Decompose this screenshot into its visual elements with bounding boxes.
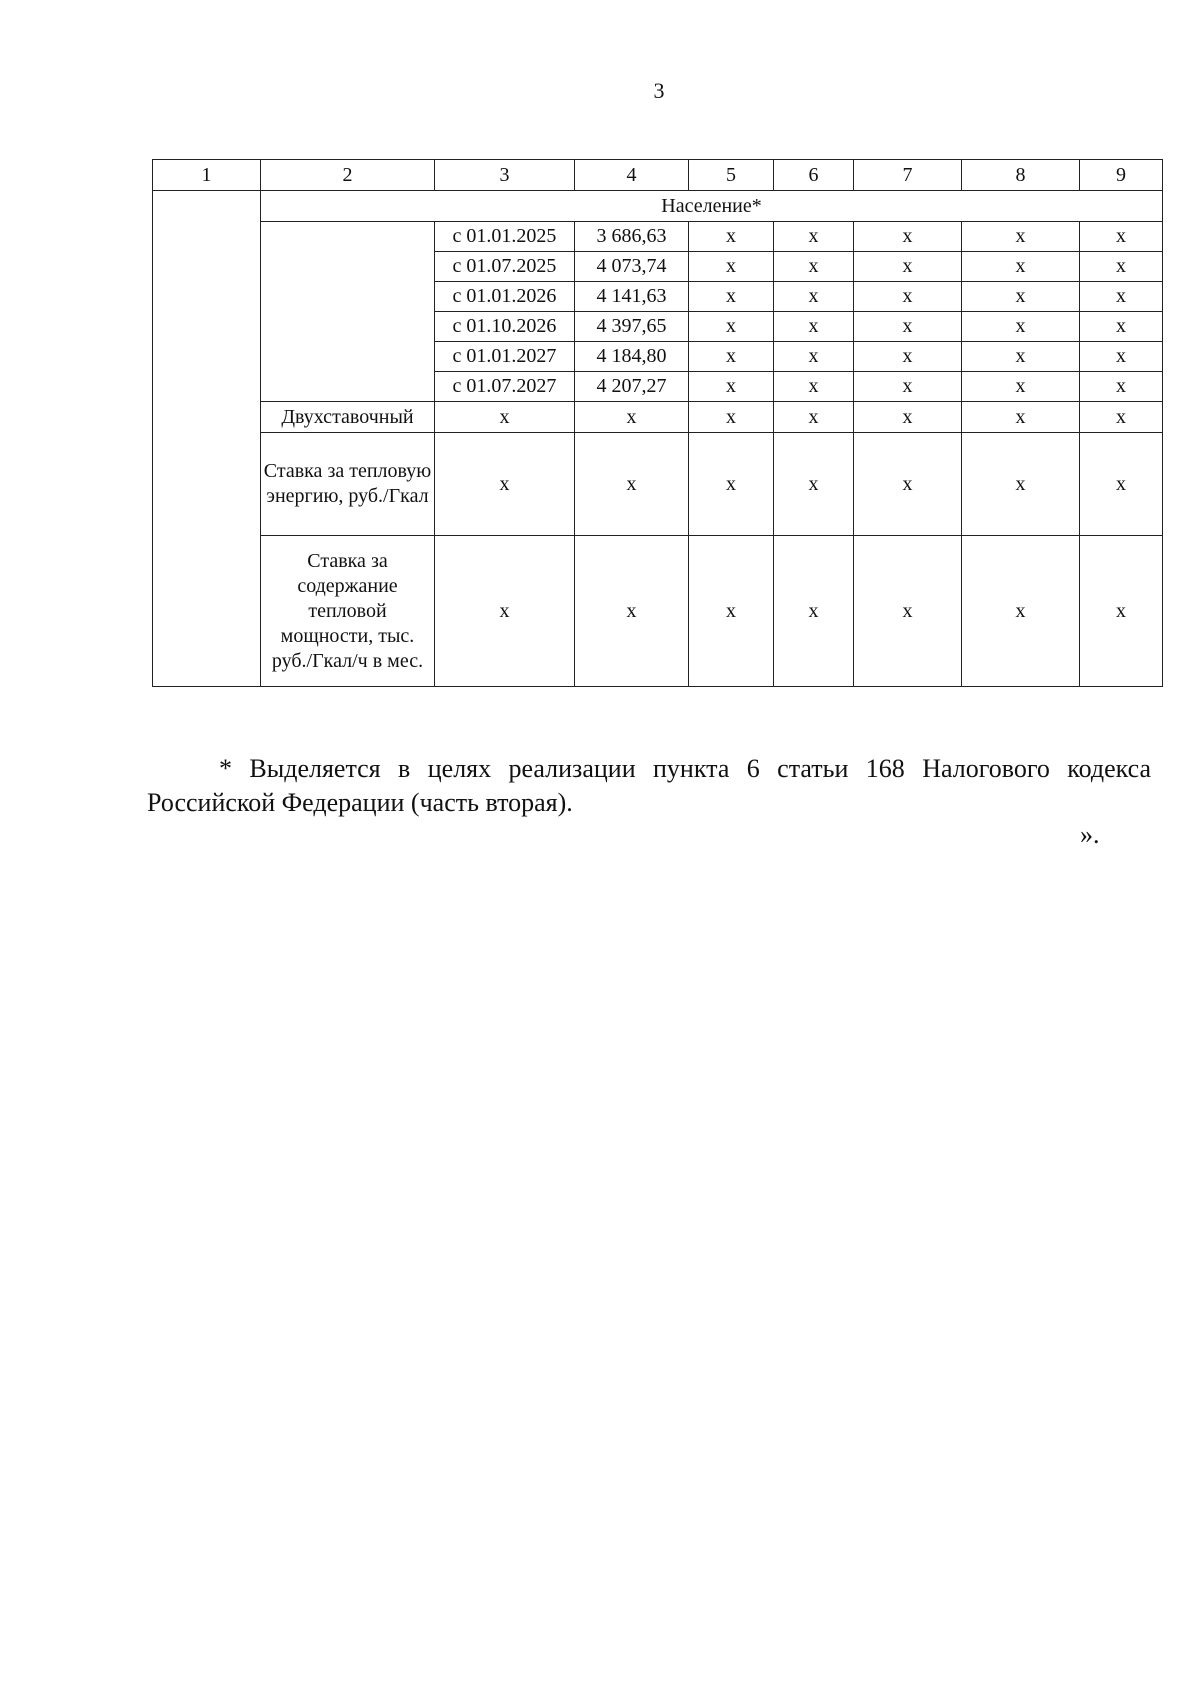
- tariff-value-cell: 4 073,74: [575, 252, 689, 282]
- tariff-value-cell: 4 207,27: [575, 372, 689, 402]
- date-cell: с 01.10.2026: [435, 312, 575, 342]
- x-cell: x: [962, 402, 1080, 433]
- tariff-value-cell: 4 141,63: [575, 282, 689, 312]
- two-part-tariff-row: [153, 402, 1163, 433]
- x-cell: x: [774, 433, 854, 536]
- x-cell: x: [962, 433, 1080, 536]
- x-cell: x: [854, 433, 962, 536]
- x-cell: x: [435, 536, 575, 687]
- population-group-label: Население*: [261, 191, 1163, 222]
- tariff-value-cell: 3 686,63: [575, 222, 689, 252]
- x-cell: x: [774, 402, 854, 433]
- x-cell: x: [689, 222, 774, 252]
- date-cell: с 01.01.2026: [435, 282, 575, 312]
- footnote: [147, 752, 1151, 820]
- table-header-row: [153, 160, 1163, 191]
- x-cell: x: [962, 252, 1080, 282]
- x-cell: x: [962, 372, 1080, 402]
- x-cell: x: [854, 282, 962, 312]
- date-cell: с 01.01.2025: [435, 222, 575, 252]
- date-cell: с 01.07.2027: [435, 372, 575, 402]
- x-cell: x: [689, 402, 774, 433]
- x-cell: x: [962, 222, 1080, 252]
- date-cell: с 01.01.2027: [435, 342, 575, 372]
- tariff-value-cell: 4 184,80: [575, 342, 689, 372]
- header-cell: 1: [153, 160, 261, 191]
- x-cell: x: [1080, 222, 1163, 252]
- x-cell: x: [854, 536, 962, 687]
- x-cell: x: [854, 372, 962, 402]
- x-cell: x: [962, 312, 1080, 342]
- x-cell: x: [689, 252, 774, 282]
- x-cell: x: [435, 402, 575, 433]
- x-cell: x: [1080, 372, 1163, 402]
- x-cell: x: [1080, 433, 1163, 536]
- x-cell: x: [1080, 342, 1163, 372]
- x-cell: x: [854, 342, 962, 372]
- tariff-value-cell: 4 397,65: [575, 312, 689, 342]
- x-cell: x: [1080, 536, 1163, 687]
- header-cell: 5: [689, 160, 774, 191]
- header-cell: 8: [962, 160, 1080, 191]
- table-row: [153, 222, 1163, 252]
- x-cell: x: [774, 372, 854, 402]
- date-cell: с 01.07.2025: [435, 252, 575, 282]
- x-cell: x: [962, 282, 1080, 312]
- empty-label-cell: [261, 222, 435, 402]
- x-cell: x: [689, 433, 774, 536]
- x-cell: x: [575, 433, 689, 536]
- x-cell: x: [575, 536, 689, 687]
- x-cell: x: [689, 312, 774, 342]
- x-cell: x: [774, 282, 854, 312]
- row-label: Двухставочный: [261, 402, 435, 433]
- x-cell: x: [774, 252, 854, 282]
- page-number: 3: [653, 78, 665, 103]
- x-cell: x: [774, 536, 854, 687]
- x-cell: x: [689, 342, 774, 372]
- closing-quote: ».: [1080, 820, 1100, 849]
- x-cell: x: [774, 312, 854, 342]
- footnote-line-1: * Выделяется в целях реализации пункта 6 статьи 168 Налогового кодекса: [219, 754, 1151, 783]
- x-cell: x: [774, 342, 854, 372]
- x-cell: x: [435, 433, 575, 536]
- population-group-row: [153, 191, 1163, 222]
- x-cell: x: [854, 252, 962, 282]
- energy-rate-row: [153, 433, 1163, 536]
- x-cell: x: [962, 536, 1080, 687]
- x-cell: x: [1080, 312, 1163, 342]
- row-label: Ставка за тепловую энергию, руб./Гкал: [261, 433, 435, 536]
- footnote-line-2: Российской Федерации (часть вторая).: [147, 788, 573, 817]
- header-cell: 9: [1080, 160, 1163, 191]
- x-cell: x: [689, 282, 774, 312]
- x-cell: x: [1080, 282, 1163, 312]
- header-cell: 7: [854, 160, 962, 191]
- power-rate-row: [153, 536, 1163, 687]
- x-cell: x: [1080, 252, 1163, 282]
- x-cell: x: [962, 342, 1080, 372]
- x-cell: x: [689, 536, 774, 687]
- header-cell: 4: [575, 160, 689, 191]
- x-cell: x: [854, 222, 962, 252]
- x-cell: x: [774, 222, 854, 252]
- x-cell: x: [575, 402, 689, 433]
- x-cell: x: [689, 372, 774, 402]
- header-cell: 3: [435, 160, 575, 191]
- row-label: Ставка за содержание тепловой мощности, тыс. руб./Гкал/ч в мес.: [261, 536, 435, 687]
- x-cell: x: [854, 312, 962, 342]
- x-cell: x: [854, 402, 962, 433]
- header-cell: 6: [774, 160, 854, 191]
- x-cell: x: [1080, 402, 1163, 433]
- empty-first-column-cell: [153, 191, 261, 687]
- tariff-table: [152, 159, 1163, 687]
- header-cell: 2: [261, 160, 435, 191]
